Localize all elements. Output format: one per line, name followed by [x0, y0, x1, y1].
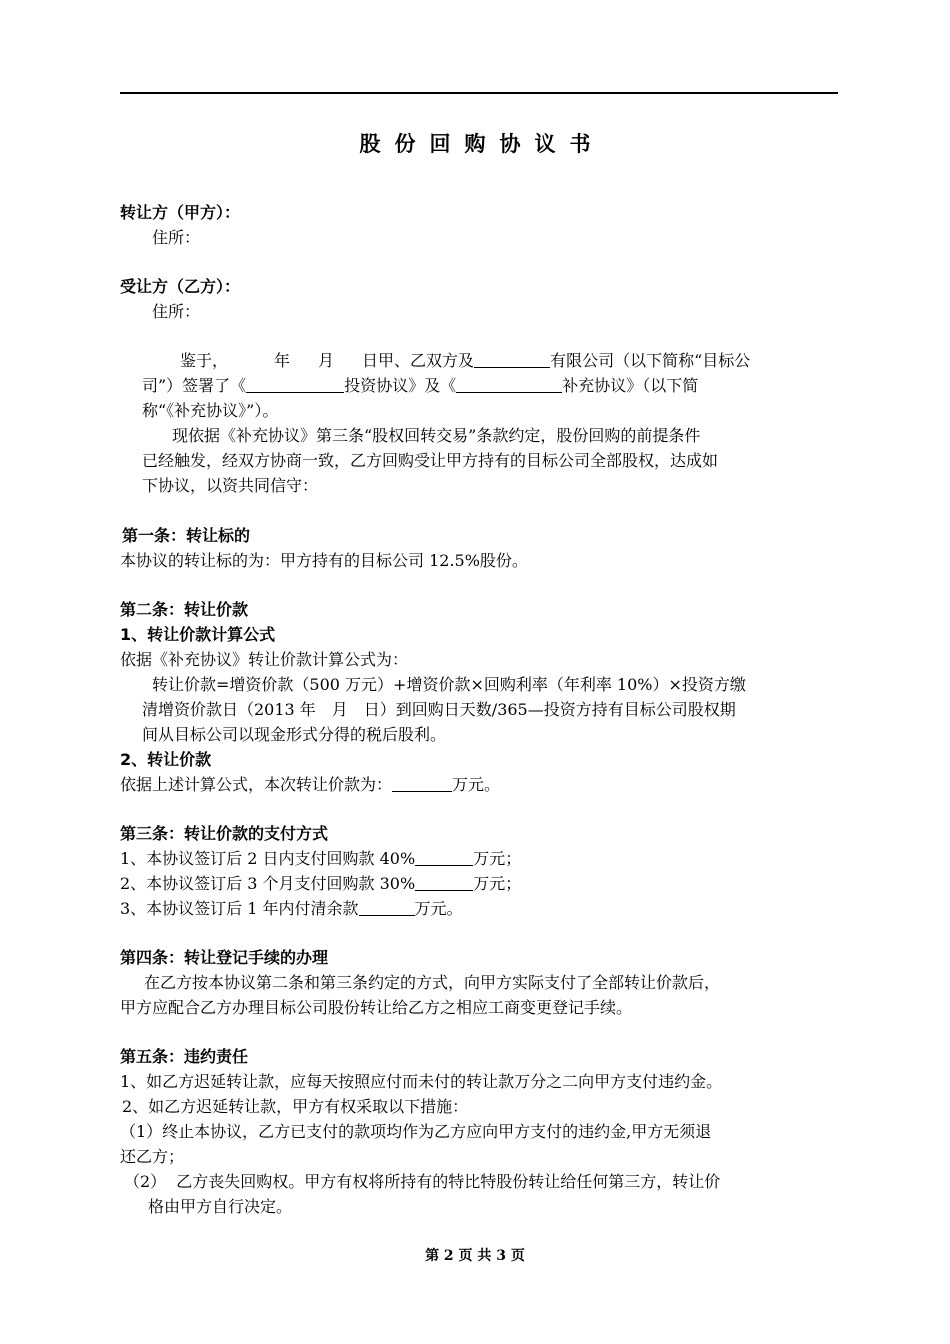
formula-line-3: 间从目标公司以现金形式分得的税后股利。 — [142, 725, 447, 744]
preamble-text: 司”）签署了《 — [142, 376, 247, 395]
preamble-text: 有限公司（以下简称“目标公 — [550, 351, 751, 370]
preamble-line-5: 已经触发，经双方协商一致，乙方回购受让甲方持有的目标公司全部股权，达成如 — [142, 451, 719, 470]
article-4-heading: 第四条：转让登记手续的办理 — [120, 948, 329, 967]
transferee-label: 受让方（乙方）： — [120, 277, 241, 296]
payment-text: 2、本协议签订后 3 个月支付回购款 30% — [120, 874, 416, 893]
preamble-line-1 — [180, 349, 750, 373]
price-text: 依据上述计算公式，本次转让价款为： — [120, 775, 393, 794]
article-5-sub2-line-2: 格由甲方自行决定。 — [148, 1197, 293, 1216]
payment-text: 3、本协议签订后 1 年内付清余款 — [120, 899, 359, 918]
payment-unit: 万元； — [473, 874, 522, 893]
header-rule — [120, 92, 838, 94]
investment-agreement-blank[interactable] — [246, 376, 344, 393]
page-footer: 第 2 页 共 3 页 — [425, 1248, 525, 1264]
transferee-address-label: 住所： — [152, 302, 201, 321]
payment-3-amount-blank[interactable] — [359, 899, 415, 916]
article-5-sub2-line-1 — [124, 1170, 720, 1194]
price-unit: 万元。 — [452, 775, 501, 794]
price-amount-blank[interactable] — [392, 775, 452, 792]
article-1-text: 本协议的转让标的为：甲方持有的目标公司 12.5%股份。 — [120, 551, 528, 570]
article-5-sub1-line-1: （1）终止本协议，乙方已支付的款项均作为乙方应向甲方支付的违约金,甲方无须退 — [120, 1122, 712, 1141]
article-1-heading: 第一条：转让标的 — [122, 526, 251, 545]
preamble-text: 投资协议》及《 — [344, 376, 457, 395]
formula-line-2: 清增资价款日（2013 年 月 日）到回购日天数/365—投资方持有目标公司股权期 — [142, 700, 736, 719]
preamble-text: 补充协议》（以下简 — [562, 376, 699, 395]
payment-item-1 — [120, 847, 521, 871]
article-4-line-1: 在乙方按本协议第二条和第三条约定的方式，向甲方实际支付了全部转让价款后， — [144, 973, 721, 992]
company-name-blank[interactable] — [474, 351, 550, 368]
article-2-heading: 第二条：转让价款 — [120, 600, 249, 619]
article-5-item-1: 1、如乙方迟延转让款，应每天按照应付而未付的转让款万分之二向甲方支付违约金。 — [120, 1072, 723, 1091]
formula-line-1: 转让价款=增资价款（500 万元）+增资价款×回购利率（年利率 10%）×投资方缴 — [152, 675, 746, 694]
preamble-text: 鉴于， — [180, 351, 229, 370]
article-2-sub2-text — [120, 773, 500, 797]
sub2-number: （2） — [124, 1172, 167, 1191]
payment-text: 1、本协议签订后 2 日内支付回购款 40% — [120, 849, 416, 868]
preamble-line-4: 现依据《补充协议》第三条“股权回转交易”条款约定，股份回购的前提条件 — [172, 426, 701, 445]
supplementary-agreement-blank[interactable] — [456, 376, 562, 393]
preamble-year: 年 — [274, 351, 291, 370]
preamble-month: 月 — [318, 351, 335, 370]
preamble-line-2 — [142, 374, 698, 398]
transferor-label: 转让方（甲方）： — [120, 203, 241, 222]
article-5-sub1-line-2: 还乙方； — [120, 1147, 185, 1166]
payment-item-2 — [120, 872, 521, 896]
payment-unit: 万元； — [473, 849, 522, 868]
transferor-address-label: 住所： — [152, 228, 201, 247]
preamble-line-6: 下协议，以资共同信守： — [142, 476, 319, 495]
payment-item-3 — [120, 897, 463, 921]
article-2-sub2-heading: 2、转让价款 — [120, 750, 212, 769]
payment-1-amount-blank[interactable] — [415, 849, 473, 866]
sub2-text: 乙方丧失回购权。甲方有权将所持有的特比特股份转让给任何第三方，转让价 — [176, 1172, 721, 1191]
article-2-sub1-heading: 1、转让价款计算公式 — [120, 625, 276, 644]
preamble-line-3: 称“《补充协议》”）。 — [142, 401, 279, 420]
document-title: 股份回购协议书 — [359, 132, 605, 156]
article-4-line-2: 甲方应配合乙方办理目标公司股份转让给乙方之相应工商变更登记手续。 — [120, 998, 633, 1017]
article-3-heading: 第三条：转让价款的支付方式 — [120, 824, 329, 843]
article-2-sub1-intro: 依据《补充协议》转让价款计算公式为： — [120, 650, 409, 669]
preamble-text: 日甲、乙双方及 — [362, 351, 475, 370]
payment-unit: 万元。 — [414, 899, 463, 918]
payment-2-amount-blank[interactable] — [415, 874, 473, 891]
article-5-heading: 第五条：违约责任 — [120, 1047, 249, 1066]
article-5-item-2: 2、如乙方迟延转让款，甲方有权采取以下措施： — [122, 1097, 469, 1116]
